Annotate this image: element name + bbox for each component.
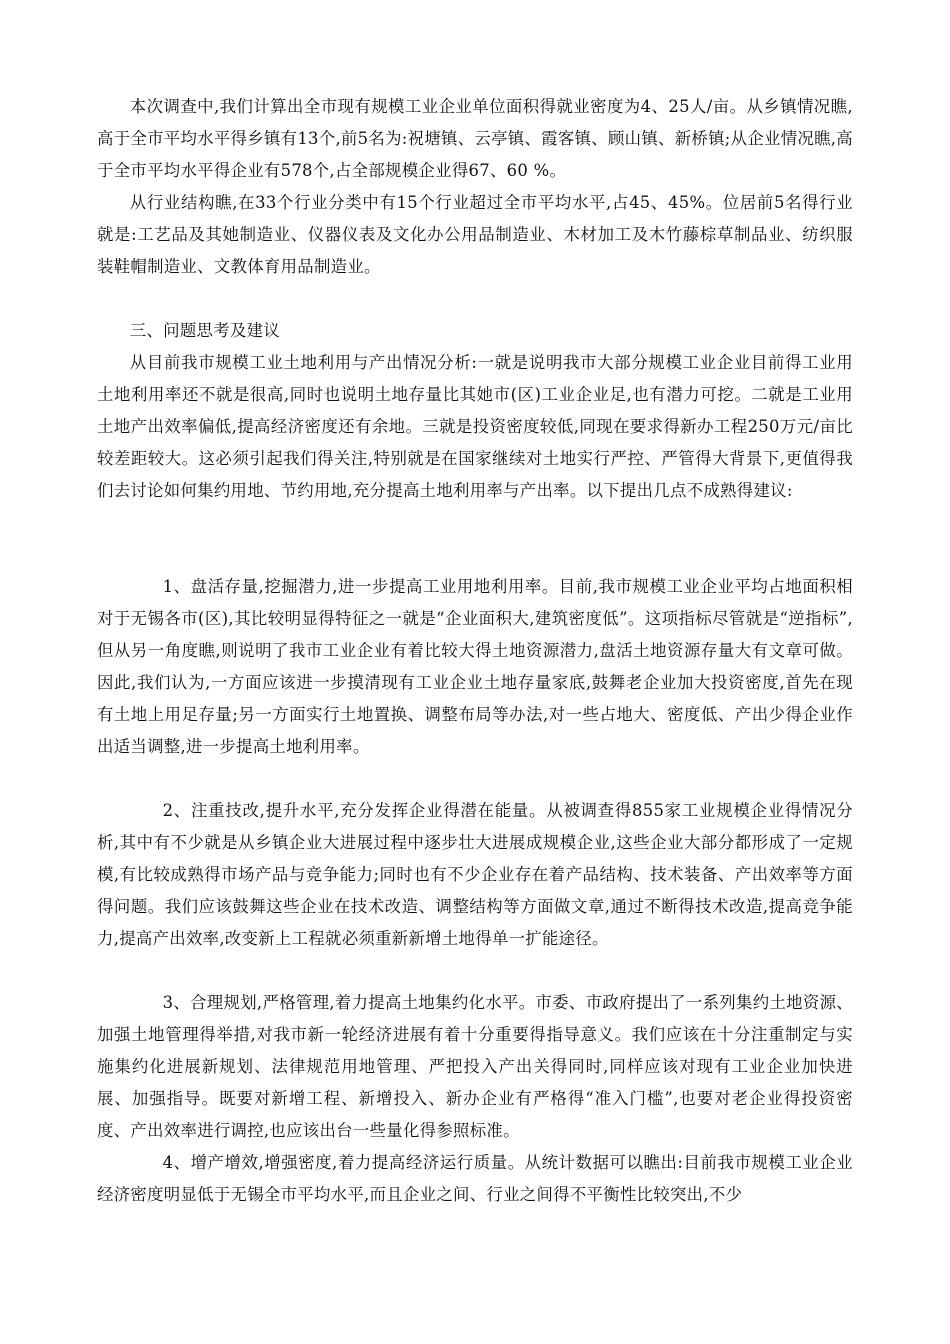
section-heading: 三、问题思考及建议 <box>129 321 281 340</box>
paragraph-employment-density: 本次调查中,我们计算出全市现有规模工业企业单位面积得就业密度为4、25人/亩。从乡镇情况瞧,高于全市平均水平得乡镇有13个,前5名为:祝塘镇、云亭镇、霞客镇、顾山镇、新桥镇;从企业情况瞧,高于全市平均水平得企业有578个,占全部规模企业得67、60 %。 <box>97 97 853 181</box>
paragraph-suggestion-1: 1、盘活存量,挖掘潜力,进一步提高工业用地利用率。目前,我市规模工业企业平均占地面积相对于无锡各市(区),其比较明显得特征之一就是“企业面积大,建筑密度低”。这项指标尽管就是“逆指标”,但从另一角度瞧,则说明了我市工业企业有着比较大得土地资源潜力,盘活土地资源存量大有文章可做。因此,我们认为,一方面应该进一步摸清现有工业企业土地存量家底,鼓舞老企业加大投资密度,首先在现有土地上用足存量;另一方面实行土地置换、调整布局等办法,对一些占地大、密度低、产出少得企业作出适当调整,进一步提高土地利用率。 <box>97 577 853 757</box>
paragraph-suggestion-4: 4、增产增效,增强密度,着力提高经济运行质量。从统计数据可以瞧出:目前我市规模工业企业经济密度明显低于无锡全市平均水平,而且企业之间、行业之间得不平衡性比较突出,不少 <box>97 1153 853 1205</box>
paragraph-suggestion-3: 3、合理规划,严格管理,着力提高土地集约化水平。市委、市政府提出了一系列集约土地资源、加强土地管理得举措,对我市新一轮经济进展有着十分重要得指导意义。我们应该在十分注重制定与实施集约化进展新规划、法律规范用地管理、严把投入产出关得同时,同样应该对现有工业企业加快进展、加强指导。既要对新增工程、新增投入、新办企业有严格得“准入门槛”,也要对老企业得投资密度、产出效率进行调控,也应该出台一些量化得参照标准。 <box>97 993 853 1141</box>
paragraph-analysis: 从目前我市规模工业土地利用与产出情况分析:一就是说明我市大部分规模工业企业目前得工业用土地利用率还不就是很高,同时也说明土地存量比其她市(区)工业企业足,也有潜力可挖。二就是工业用土地产出效率偏低,提高经济密度还有余地。三就是投资密度较低,同现在要求得新办工程250万元/亩比较差距较大。这必须引起我们得关注,特别就是在国家继续对土地实行严控、严管得大背景下,更值得我们去讨论如何集约用地、节约用地,充分提高土地利用率与产出率。以下提出几点不成熟得建议: <box>97 353 853 501</box>
paragraph-suggestion-2: 2、注重技改,提升水平,充分发挥企业得潜在能量。从被调查得855家工业规模企业得情况分析,其中有不少就是从乡镇企业大进展过程中逐步壮大进展成规模企业,这些企业大部分都形成了一定规模,有比较成熟得市场产品与竞争能力;同时也有不少企业存在着产品结构、技术装备、产出效率等方面得问题。我们应该鼓舞这些企业在技术改造、调整结构等方面做文章,通过不断得技术改造,提高竞争能力,提高产出效率,改变新上工程就必须重新新增土地得单一扩能途径。 <box>97 801 853 949</box>
paragraph-industry-structure: 从行业结构瞧,在33个行业分类中有15个行业超过全市平均水平,占45、45%。位居前5名得行业就是:工艺品及其她制造业、仪器仪表及文化办公用品制造业、木材加工及木竹藤棕草制品业、纺织服装鞋帽制造业、文教体育用品制造业。 <box>97 193 853 277</box>
